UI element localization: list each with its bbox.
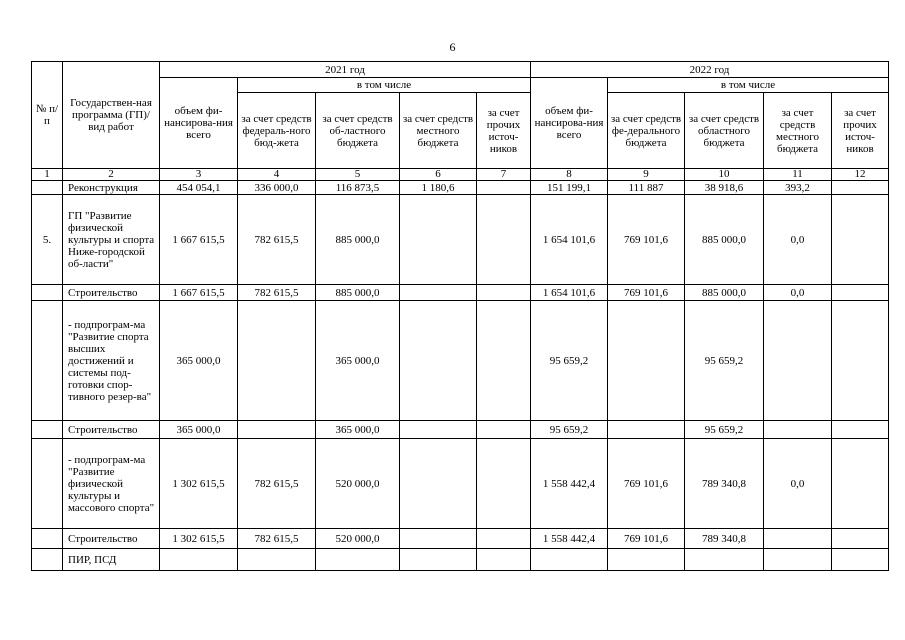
row-number-cell <box>32 285 63 301</box>
value-cell <box>477 285 531 301</box>
row-number-cell <box>32 181 63 195</box>
value-cell: 769 101,6 <box>608 195 685 285</box>
value-cell: 1 654 101,6 <box>531 285 608 301</box>
table-row <box>32 439 889 529</box>
row-number-cell <box>32 439 63 529</box>
value-cell: 116 873,5 <box>316 181 400 195</box>
value-cell <box>477 421 531 439</box>
value-cell <box>764 421 832 439</box>
value-cell: 1 302 615,5 <box>160 439 238 529</box>
value-cell: 336 000,0 <box>238 181 316 195</box>
col-num: 12 <box>832 169 889 181</box>
table-row <box>32 285 889 301</box>
row-name-cell: - подпрограм-ма "Развитие спорта высших достижений и системы под-готовки спор-тивного резер-ва" <box>63 301 160 421</box>
value-cell: 365 000,0 <box>160 421 238 439</box>
value-cell: 0,0 <box>764 285 832 301</box>
table-row <box>32 195 889 285</box>
value-cell: 393,2 <box>764 181 832 195</box>
value-cell: 1 667 615,5 <box>160 195 238 285</box>
value-cell <box>477 195 531 285</box>
value-cell <box>400 285 477 301</box>
header-other-2021: за счет прочих источ-ников <box>477 93 531 169</box>
value-cell: 885 000,0 <box>685 285 764 301</box>
value-cell: 1 654 101,6 <box>531 195 608 285</box>
value-cell <box>400 195 477 285</box>
value-cell: 782 615,5 <box>238 439 316 529</box>
value-cell: 1 558 442,4 <box>531 529 608 549</box>
header-including-2022: в том числе <box>608 78 889 93</box>
row-name-cell: Строительство <box>63 421 160 439</box>
value-cell <box>160 549 238 571</box>
value-cell <box>400 439 477 529</box>
value-cell <box>400 529 477 549</box>
table-row <box>32 549 889 571</box>
row-number-cell <box>32 421 63 439</box>
value-cell <box>832 421 889 439</box>
table-row <box>32 421 889 439</box>
header-total-2022: объем фи-нансирова-ния всего <box>531 78 608 169</box>
value-cell: 769 101,6 <box>608 285 685 301</box>
value-cell: 782 615,5 <box>238 529 316 549</box>
row-name-cell: - подпрограм-ма "Развитие физической культуры и массового спорта" <box>63 439 160 529</box>
value-cell: 1 180,6 <box>400 181 477 195</box>
value-cell: 38 918,6 <box>685 181 764 195</box>
value-cell <box>685 549 764 571</box>
value-cell <box>608 421 685 439</box>
value-cell: 789 340,8 <box>685 439 764 529</box>
header-year-2021: 2021 год <box>160 62 531 78</box>
value-cell <box>477 529 531 549</box>
header-program: Государствен-ная программа (ГП)/ вид работ <box>63 62 160 169</box>
header-total-2021: объем фи-нансирова-ния всего <box>160 78 238 169</box>
row-number-cell: 5. <box>32 195 63 285</box>
header-other-2022: за счет прочих источ-ников <box>832 93 889 169</box>
header-year-2022: 2022 год <box>531 62 889 78</box>
col-num: 8 <box>531 169 608 181</box>
header-num: № п/п <box>32 62 63 169</box>
col-num: 10 <box>685 169 764 181</box>
value-cell: 365 000,0 <box>160 301 238 421</box>
value-cell: 520 000,0 <box>316 439 400 529</box>
header-local-2021: за счет средств местного бюджета <box>400 93 477 169</box>
value-cell <box>477 549 531 571</box>
value-cell <box>832 529 889 549</box>
value-cell: 769 101,6 <box>608 439 685 529</box>
value-cell <box>832 181 889 195</box>
value-cell <box>608 301 685 421</box>
value-cell <box>238 301 316 421</box>
value-cell: 885 000,0 <box>685 195 764 285</box>
table-row <box>32 301 889 421</box>
value-cell: 365 000,0 <box>316 421 400 439</box>
value-cell <box>238 421 316 439</box>
header-regional-2021: за счет средств об-ластного бюджета <box>316 93 400 169</box>
value-cell: 95 659,2 <box>531 421 608 439</box>
value-cell: 454 054,1 <box>160 181 238 195</box>
row-name-cell: Реконструкция <box>63 181 160 195</box>
row-number-cell <box>32 529 63 549</box>
col-num: 1 <box>32 169 63 181</box>
table-row <box>32 181 889 195</box>
row-number-cell <box>32 301 63 421</box>
value-cell <box>764 529 832 549</box>
value-cell: 1 667 615,5 <box>160 285 238 301</box>
value-cell: 95 659,2 <box>685 301 764 421</box>
header-local-2022: за счет средств местного бюджета <box>764 93 832 169</box>
row-name-cell: ГП "Развитие физической культуры и спорта Ниже-городской об-ласти" <box>63 195 160 285</box>
value-cell <box>608 549 685 571</box>
value-cell <box>832 439 889 529</box>
value-cell <box>316 549 400 571</box>
value-cell: 520 000,0 <box>316 529 400 549</box>
value-cell: 0,0 <box>764 195 832 285</box>
value-cell <box>238 549 316 571</box>
value-cell: 95 659,2 <box>531 301 608 421</box>
value-cell <box>477 181 531 195</box>
financing-table <box>31 61 889 571</box>
value-cell <box>764 301 832 421</box>
value-cell <box>531 549 608 571</box>
header-federal-2021: за счет средств федераль-ного бюд-жета <box>238 93 316 169</box>
col-num: 5 <box>316 169 400 181</box>
value-cell <box>477 439 531 529</box>
header-including-2021: в том числе <box>238 78 531 93</box>
col-num: 9 <box>608 169 685 181</box>
col-num: 6 <box>400 169 477 181</box>
row-number-cell <box>32 549 63 571</box>
col-num: 3 <box>160 169 238 181</box>
value-cell <box>400 549 477 571</box>
row-name-cell: Строительство <box>63 529 160 549</box>
value-cell <box>832 195 889 285</box>
value-cell <box>400 421 477 439</box>
value-cell <box>832 301 889 421</box>
header-federal-2022: за счет средств фе-дерального бюджета <box>608 93 685 169</box>
value-cell: 885 000,0 <box>316 195 400 285</box>
value-cell <box>832 549 889 571</box>
value-cell: 111 887 <box>608 181 685 195</box>
col-num: 4 <box>238 169 316 181</box>
value-cell: 782 615,5 <box>238 195 316 285</box>
column-number-row <box>32 169 889 181</box>
value-cell <box>400 301 477 421</box>
row-name-cell: ПИР, ПСД <box>63 549 160 571</box>
value-cell: 1 558 442,4 <box>531 439 608 529</box>
value-cell <box>764 549 832 571</box>
value-cell: 885 000,0 <box>316 285 400 301</box>
value-cell <box>477 301 531 421</box>
table-row <box>32 529 889 549</box>
row-name-cell: Строительство <box>63 285 160 301</box>
col-num: 7 <box>477 169 531 181</box>
value-cell: 95 659,2 <box>685 421 764 439</box>
value-cell: 789 340,8 <box>685 529 764 549</box>
page-number: 6 <box>449 40 456 54</box>
value-cell: 365 000,0 <box>316 301 400 421</box>
value-cell: 769 101,6 <box>608 529 685 549</box>
value-cell: 1 302 615,5 <box>160 529 238 549</box>
col-num: 2 <box>63 169 160 181</box>
value-cell: 0,0 <box>764 439 832 529</box>
header-regional-2022: за счет средств областного бюджета <box>685 93 764 169</box>
value-cell: 782 615,5 <box>238 285 316 301</box>
value-cell <box>832 285 889 301</box>
value-cell: 151 199,1 <box>531 181 608 195</box>
col-num: 11 <box>764 169 832 181</box>
